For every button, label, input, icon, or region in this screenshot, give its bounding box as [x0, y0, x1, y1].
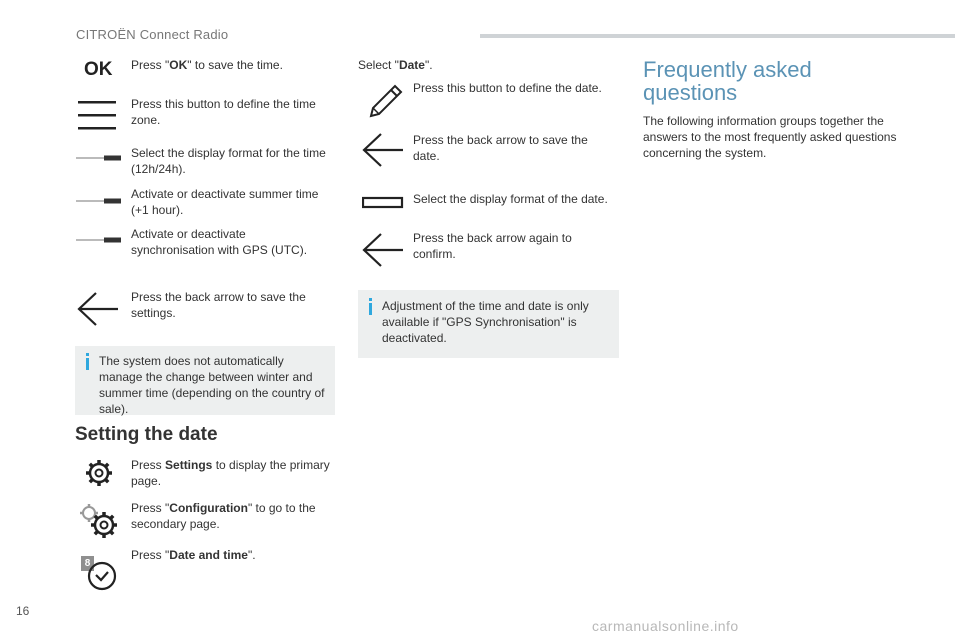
page-badge: 8	[81, 556, 94, 571]
info-text: The system does not automatically manage the change between winter and summer time (depending on the country of sale).	[99, 354, 325, 416]
info-icon	[369, 298, 372, 301]
faq-intro: The following information groups together the answers to the most frequently asked questions concerning the system.	[643, 114, 897, 160]
back-arrow-icon	[76, 291, 120, 327]
confirm-instruction: Press the back arrow again to confirm.	[413, 231, 572, 261]
save-settings-instruction: Press the back arrow to save the settings.	[131, 290, 306, 320]
info-icon-bar	[86, 358, 89, 370]
define-date-instruction: Press this button to define the date.	[413, 81, 602, 95]
pencil-icon	[365, 82, 405, 122]
select-date-intro: Select "Date".	[358, 58, 433, 72]
time-zone-instruction: Press this button to define the time zone.	[131, 97, 316, 127]
date-format-field-icon	[362, 196, 404, 210]
info-icon	[86, 353, 89, 356]
gps-sync-instruction: Activate or deactivate synchronisation with GPS (UTC).	[131, 227, 308, 257]
configuration-gears-icon	[78, 503, 120, 539]
summer-time-instruction: Activate or deactivate summer time (+1 hour).	[131, 187, 319, 217]
back-arrow-icon	[361, 132, 405, 168]
back-arrow-icon	[361, 232, 405, 268]
ok-instruction: Press "OK" to save the time.	[131, 58, 283, 72]
configuration-instruction: Press "Configuration" to go to the secondary page.	[131, 501, 316, 531]
save-date-instruction: Press the back arrow to save the date.	[413, 133, 588, 163]
watermark: carmanualsonline.info	[592, 618, 739, 634]
info-text: Adjustment of the time and date is only available if "GPS Synchronisation" is deactivated.	[382, 299, 589, 345]
clock-icon	[86, 560, 118, 592]
ok-icon: OK	[84, 59, 113, 80]
section-title: Setting the date	[75, 424, 218, 445]
header-rule	[480, 34, 955, 38]
settings-gear-icon	[85, 459, 113, 487]
faq-title: Frequently asked questions	[643, 57, 812, 105]
document-header: CITROËN Connect Radio	[76, 27, 229, 42]
toggle-switch-icon	[76, 154, 122, 162]
date-and-time-instruction: Press "Date and time".	[131, 548, 256, 562]
settings-instruction: Press Settings to display the primary page.	[131, 458, 330, 488]
date-format-instruction: Select the display format of the date.	[413, 192, 608, 206]
page-number: 16	[16, 604, 30, 618]
info-icon-bar	[369, 303, 372, 315]
toggle-switch-icon	[76, 197, 122, 205]
time-format-instruction: Select the display format for the time (12h/24h).	[131, 146, 326, 176]
toggle-switch-icon	[76, 236, 122, 244]
menu-icon	[78, 101, 118, 131]
